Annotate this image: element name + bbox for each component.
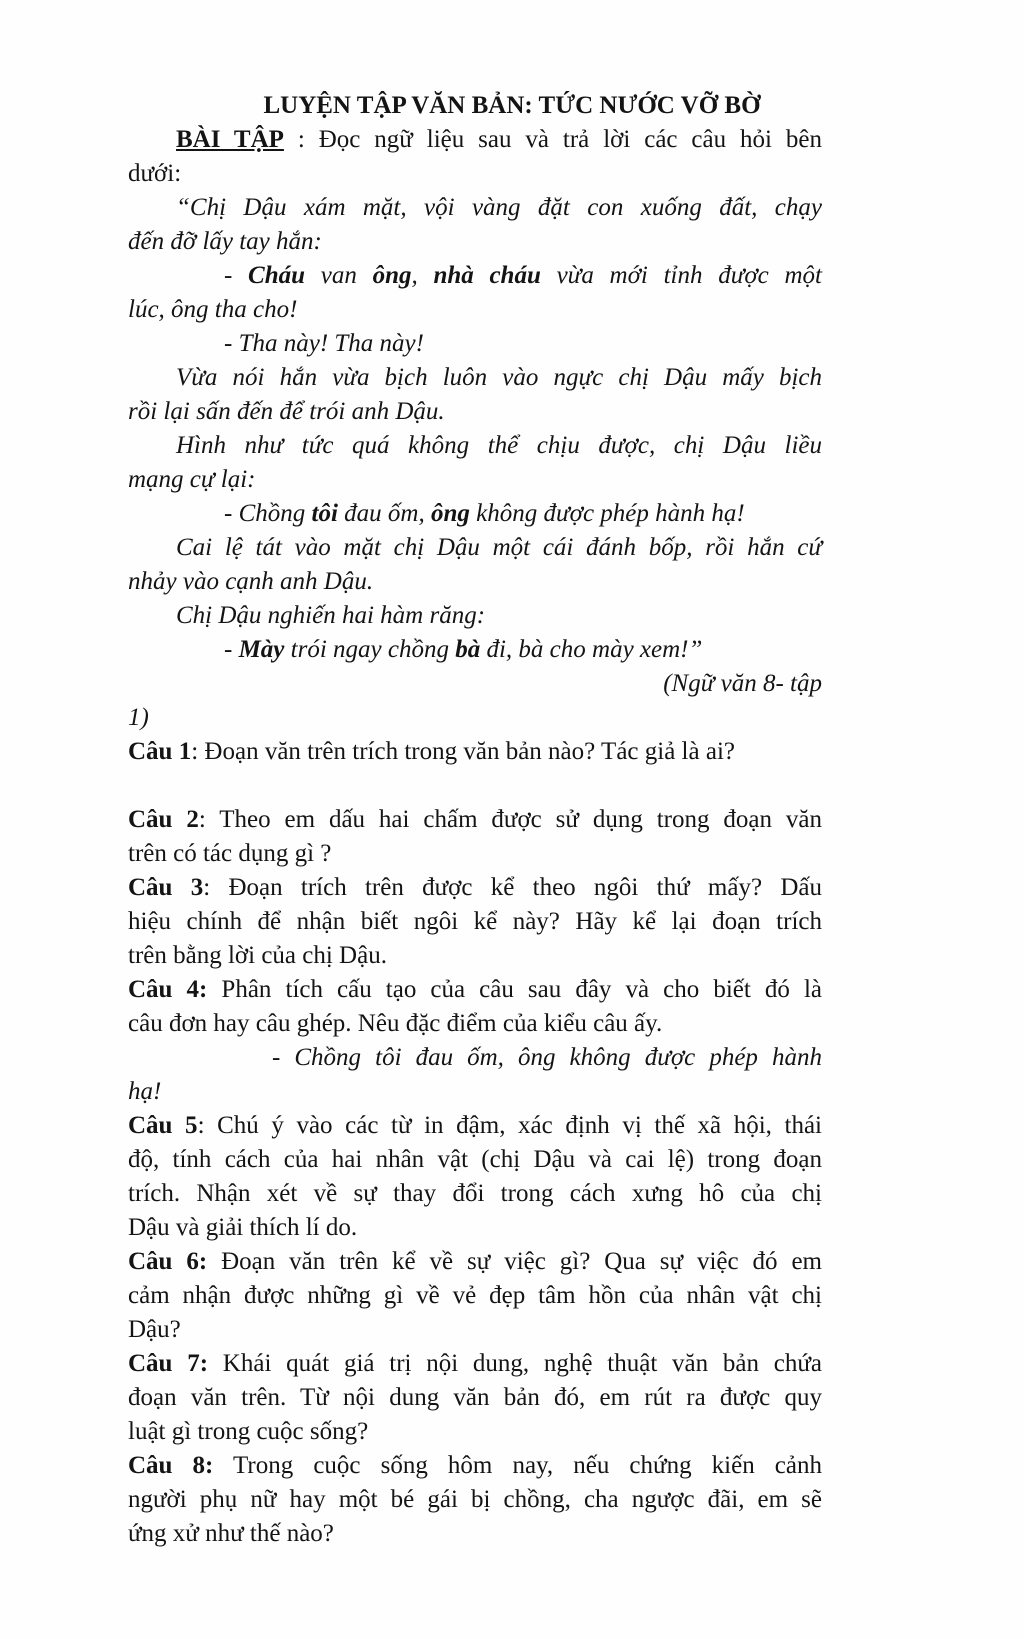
passage-line: đến đỡ lấy tay hắn:	[128, 228, 322, 255]
question-text: Phân tích cấu tạo của câu sau đây và cho biết đó là	[207, 976, 822, 1003]
passage-line: lúc, ông tha cho!	[128, 296, 298, 323]
text: đau ốm,	[337, 500, 431, 527]
question-text: : Đoạn văn trên trích trong văn bản nào? Tác giả là ai?	[191, 738, 735, 765]
question-label: Câu 6:	[128, 1248, 208, 1275]
bold-word: nhà cháu	[433, 262, 541, 289]
exercise-instruction	[176, 124, 822, 156]
question-text: : Chú ý vào các từ in đậm, xác định vị thế xã hội, thái	[197, 1112, 822, 1139]
exercise-label: BÀI TẬP	[176, 126, 284, 153]
text: van	[305, 262, 373, 289]
question-5-line: Dậu và giải thích lí do.	[128, 1214, 358, 1241]
question-4	[128, 974, 822, 1006]
question-5-line: độ, tính cách của hai nhân vật (chị Dậu và cai lệ) trong đoạn	[128, 1146, 822, 1173]
question-4-quote-end: hạ!	[128, 1078, 162, 1105]
passage-dialogue	[224, 498, 822, 530]
bold-word: ông	[372, 262, 412, 289]
question-4-line: câu đơn hay câu ghép. Nêu đặc điểm của kiểu câu ấy.	[128, 1010, 663, 1037]
question-7-line: luật gì trong cuộc sống?	[128, 1418, 369, 1445]
passage-dialogue: - Tha này! Tha này!	[224, 330, 424, 357]
text: đi, bà cho mày xem!”	[480, 636, 703, 663]
question-4-quote: - Chồng tôi đau ốm, ông không được phép hành	[272, 1044, 822, 1071]
source-citation-continuation: 1)	[128, 704, 149, 731]
passage-line: Cai lệ tát vào mặt chị Dậu một cái đánh bốp, rồi hắn cứ	[176, 534, 822, 561]
question-7	[128, 1348, 822, 1380]
passage-line: Vừa nói hắn vừa bịch luôn vào ngực chị Dậu mấy bịch	[176, 364, 822, 391]
instruction-continuation: dưới:	[128, 160, 182, 187]
question-3	[128, 872, 822, 904]
text: ,	[411, 262, 434, 289]
passage-line: rồi lại sấn đến để trói anh Dậu.	[128, 398, 445, 425]
question-7-line: đoạn văn trên. Từ nội dung văn bản đó, em rút ra được quy	[128, 1384, 822, 1411]
question-label: Câu 8:	[128, 1452, 214, 1479]
question-2-line: trên có tác dụng gì ?	[128, 840, 332, 867]
bold-word: Cháu	[248, 262, 306, 289]
dash: -	[224, 262, 249, 289]
question-3-line: trên bằng lời của chị Dậu.	[128, 942, 387, 969]
question-3-line: hiệu chính để nhận biết ngôi kể này? Hãy kể lại đoạn trích	[128, 908, 822, 935]
question-6-line: Dậu?	[128, 1316, 181, 1343]
passage-dialogue	[224, 634, 822, 666]
question-2	[128, 804, 822, 836]
question-label: Câu 7:	[128, 1350, 209, 1377]
title-text: LUYỆN TẬP VĂN BẢN: TỨC NƯỚC VỠ BỜ	[263, 92, 761, 119]
page-title	[0, 90, 1024, 122]
question-text: Đoạn văn trên kể về sự việc gì? Qua sự việc đó em	[207, 1248, 822, 1275]
question-label: Câu 3	[128, 874, 204, 901]
bold-word: Mày	[238, 636, 285, 663]
question-8-line: người phụ nữ hay một bé gái bị chồng, cha ngược đãi, em sẽ	[128, 1486, 822, 1513]
question-8	[128, 1450, 822, 1482]
question-label: Câu 1	[128, 738, 192, 765]
text: vừa mới tỉnh được một	[540, 262, 822, 289]
text: không được phép hành hạ!	[469, 500, 745, 527]
question-5	[128, 1110, 822, 1142]
text: - Chồng	[224, 500, 312, 527]
question-text: Khái quát giá trị nội dung, nghệ thuật văn bản chứa	[208, 1350, 822, 1377]
source-citation: (Ngữ văn 8- tập	[663, 670, 822, 697]
bold-word: ông	[430, 500, 470, 527]
passage-line: Hình như tức quá không thể chịu được, chị Dậu liều	[176, 432, 822, 459]
question-6-line: cảm nhận được những gì về vẻ đẹp tâm hồn của nhân vật chị	[128, 1282, 822, 1309]
question-6	[128, 1246, 822, 1278]
question-1	[128, 736, 822, 768]
passage-dialogue	[224, 260, 822, 292]
question-8-line: ứng xử như thế nào?	[128, 1520, 334, 1547]
question-5-line: trích. Nhận xét về sự thay đổi trong cách xưng hô của chị	[128, 1180, 822, 1207]
question-text: : Theo em dấu hai chấm được sử dụng trong đoạn văn	[198, 806, 822, 833]
text: trói ngay chồng	[284, 636, 456, 663]
passage-line: nhảy vào cạnh anh Dậu.	[128, 568, 374, 595]
question-text: : Đoạn trích trên được kể theo ngôi thứ mấy? Dấu	[203, 874, 822, 901]
question-label: Câu 5	[128, 1112, 198, 1139]
passage-line: Chị Dậu nghiến hai hàm răng:	[176, 602, 486, 629]
bold-word: tôi	[311, 500, 338, 527]
passage-line: mạng cự lại:	[128, 466, 256, 493]
bold-word: bà	[455, 636, 481, 663]
question-label: Câu 2	[128, 806, 199, 833]
text: -	[224, 636, 239, 663]
question-label: Câu 4:	[128, 976, 208, 1003]
passage-line: “Chị Dậu xám mặt, vội vàng đặt con xuống đất, chạy	[176, 194, 822, 221]
instruction-text: : Đọc ngữ liệu sau và trả lời các câu hỏi bên	[283, 126, 822, 153]
question-text: Trong cuộc sống hôm nay, nếu chứng kiến cảnh	[213, 1452, 822, 1479]
